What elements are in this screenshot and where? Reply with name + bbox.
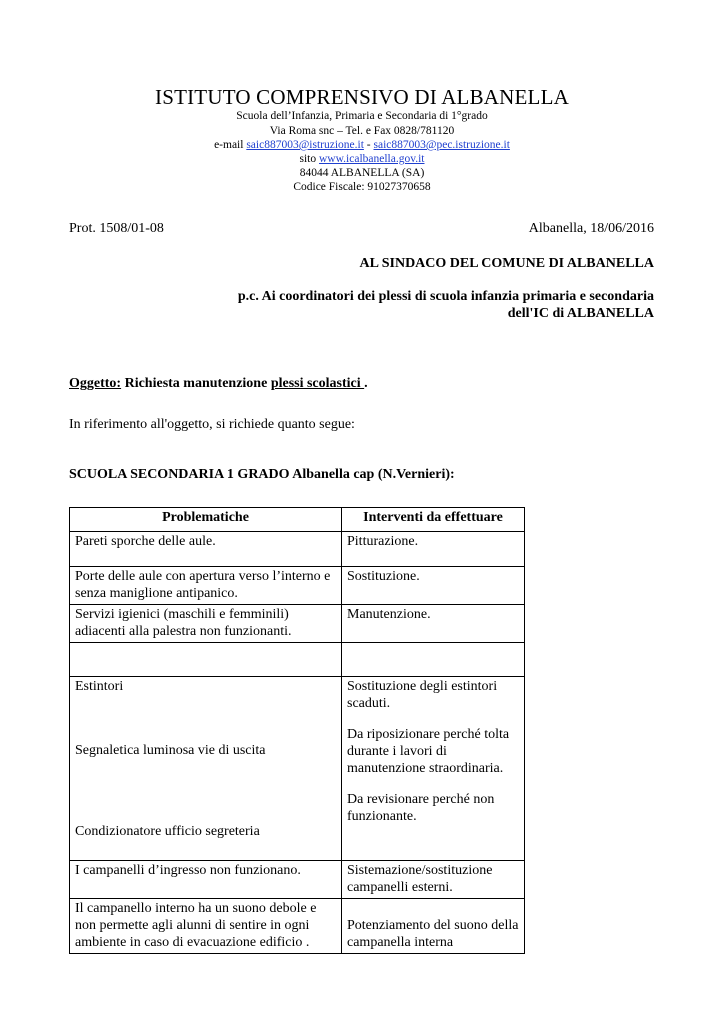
action-segnaletica: Da riposizionare perché tolta durante i lavori di manutenzione straordinaria.	[347, 727, 510, 776]
table-row	[70, 861, 525, 899]
problem-cell: I campanelli d’ingresso non funzionano.	[70, 861, 342, 899]
table-header-row	[70, 508, 525, 532]
subject-line	[69, 376, 368, 392]
problem-cell: Il campanello interno ha un suono debole e non permette agli alunni di sentire in ogni ambiente in caso di evacuazione edificio .	[70, 899, 342, 954]
school-name: ISTITUTO COMPRENSIVO DI ALBANELLA	[155, 85, 569, 109]
action-estintori: Sostituzione degli estintori scaduti.	[347, 679, 498, 711]
action-cell: Sostituzione.	[342, 567, 525, 605]
action-cell: Sistemazione/sostituzione campanelli esterni.	[342, 861, 525, 899]
subject-label: Oggetto:	[69, 376, 122, 391]
problem-cell	[70, 677, 342, 861]
action-cell: Manutenzione.	[342, 605, 525, 643]
subject-text: Richiesta manutenzione	[121, 376, 271, 391]
problem-cell: Porte delle aule con apertura verso l’interno e senza maniglione antipanico.	[70, 567, 342, 605]
school-city: 84044 ALBANELLA (SA)	[299, 167, 425, 179]
problem-segnaletica: Segnaletica luminosa vie di uscita	[75, 743, 266, 758]
header-problems: Problematiche	[70, 508, 342, 532]
cc-line-2: dell'IC di ALBANELLA	[507, 306, 654, 321]
school-tax-code: Codice Fiscale: 91027370658	[293, 181, 431, 193]
place-date: Albanella, 18/06/2016	[528, 221, 654, 236]
site-prefix: sito	[299, 153, 319, 165]
subject-underlined: plessi scolastici	[270, 376, 365, 391]
action-cell: Pitturazione.	[342, 532, 525, 567]
action-cell	[342, 677, 525, 861]
table-row	[70, 605, 525, 643]
section-title: SCUOLA SECONDARIA 1 GRADO Albanella cap (N.Vernieri):	[69, 467, 455, 482]
subject-end: .	[364, 376, 368, 391]
problem-condizionatore: Condizionatore ufficio segreteria	[75, 824, 260, 839]
email-link-istruzione[interactable]: saic887003@istruzione.it	[246, 139, 364, 151]
protocol-number: Prot. 1508/01-08	[69, 221, 164, 236]
action-condizionatore: Da revisionare perché non funzionante.	[347, 792, 495, 824]
cc-line-1: p.c. Ai coordinatori dei plessi di scuola infanzia primaria e secondaria	[237, 289, 654, 304]
table-row	[70, 532, 525, 567]
recipient: AL SINDACO DEL COMUNE DI ALBANELLA	[359, 256, 654, 271]
action-cell	[342, 643, 525, 677]
email-prefix: e-mail	[214, 139, 247, 151]
problem-cell: Pareti sporche delle aule.	[70, 532, 342, 567]
table-row	[70, 567, 525, 605]
site-link[interactable]: www.icalbanella.gov.it	[319, 153, 425, 165]
problem-estintori: Estintori	[75, 679, 124, 694]
header-actions: Interventi da effettuare	[342, 508, 525, 532]
email-link-pec[interactable]: saic887003@pec.istruzione.it	[373, 139, 510, 151]
school-email-line	[0, 138, 724, 153]
school-site-line	[0, 152, 724, 167]
email-separator: -	[363, 139, 374, 151]
action-cell: Potenziamento del suono della campanella interna	[342, 899, 525, 954]
table-row	[70, 677, 525, 861]
school-address: Via Roma snc – Tel. e Fax 0828/781120	[269, 125, 455, 137]
problems-table	[69, 507, 525, 954]
problem-cell: Servizi igienici (maschili e femminili) adiacenti alla palestra non funzionanti.	[70, 605, 342, 643]
problem-cell	[70, 643, 342, 677]
table-row	[70, 899, 525, 954]
school-subtitle: Scuola dell’Infanzia, Primaria e Secondaria di 1°grado	[236, 110, 488, 122]
intro-text: In riferimento all'oggetto, si richiede quanto segue:	[69, 417, 355, 432]
table-row-empty	[70, 643, 525, 677]
